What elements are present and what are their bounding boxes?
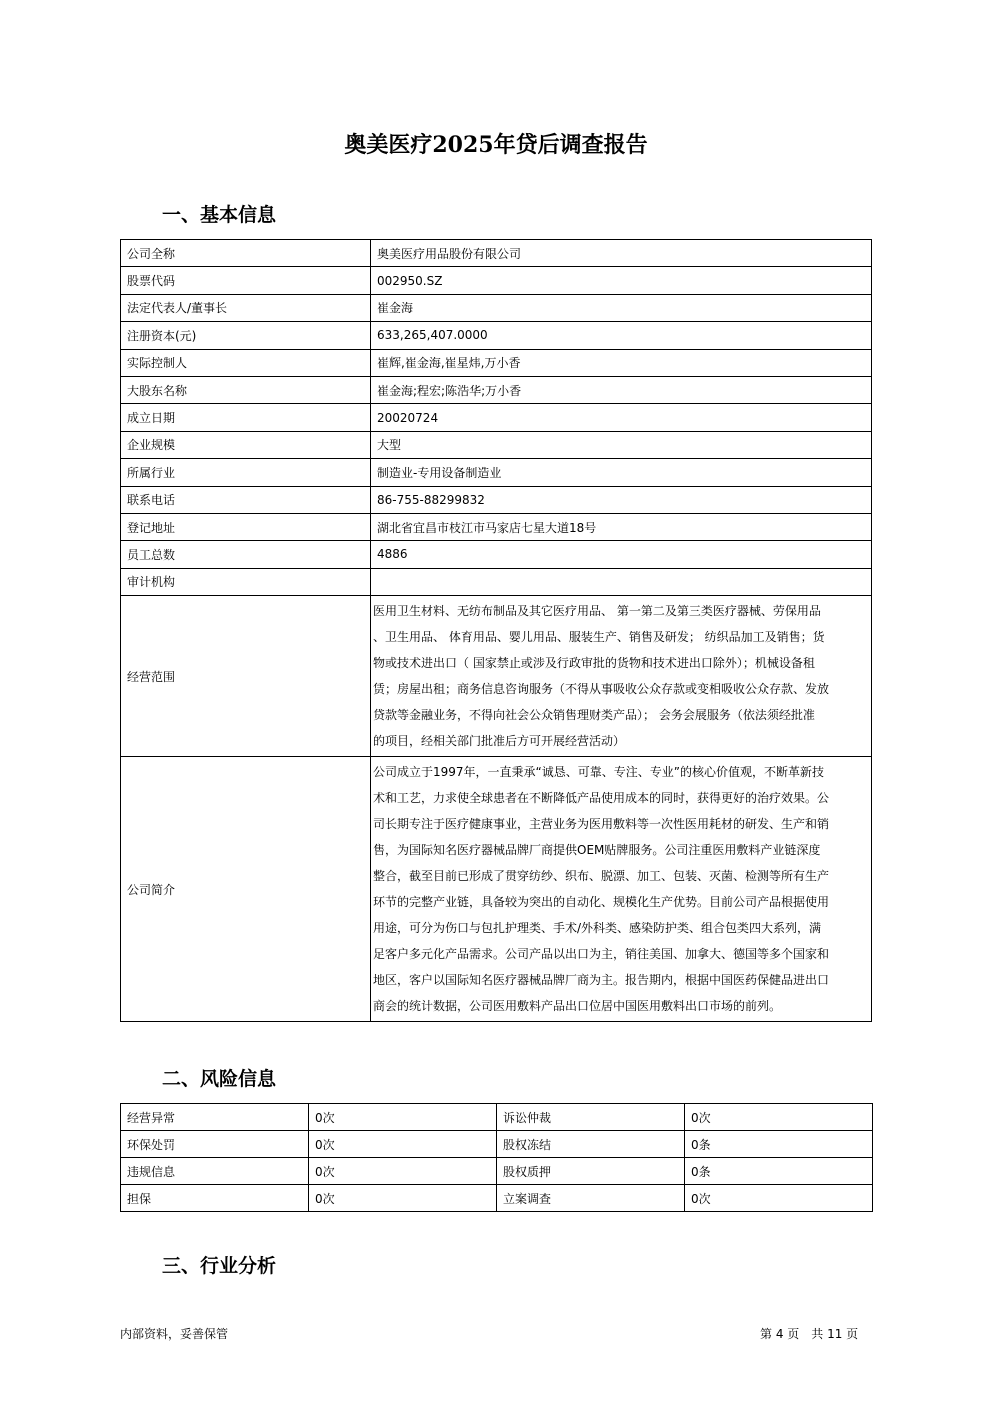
basic-info-table	[120, 239, 872, 1022]
text-line: 商会的统计数据，公司医用敷料产品出口位居中国医用敷料出口市场的前列。	[373, 999, 782, 1014]
risk-value: 0次	[309, 1104, 497, 1131]
field-value: 湖北省宜昌市枝江市马家店七星大道18号	[371, 513, 872, 540]
risk-info-table	[120, 1103, 873, 1212]
field-label: 企业规模	[121, 431, 371, 458]
table-row	[121, 431, 872, 458]
text-line: 术和工艺，力求使全球患者在不断降低产品使用成本的同时，获得更好的治疗效果。公	[373, 791, 830, 806]
risk-label: 股权质押	[497, 1158, 685, 1185]
table-row	[121, 596, 872, 757]
field-value	[371, 568, 872, 595]
table-row	[121, 568, 872, 595]
risk-value: 0次	[309, 1158, 497, 1185]
field-label: 员工总数	[121, 541, 371, 568]
text-line: 、卫生用品、 体育用品、婴儿用品、服装生产、销售及研发； 纺织品加工及销售；货	[373, 630, 825, 645]
table-row	[121, 1131, 873, 1158]
risk-value: 0次	[309, 1131, 497, 1158]
section-heading-risk-info: 二、风险信息	[162, 1068, 277, 1090]
risk-value: 0条	[685, 1158, 873, 1185]
table-row	[121, 541, 872, 568]
text-line: 贷款等金融业务，不得向社会公众销售理财类产品）； 会务会展服务（依法须经批准	[373, 708, 815, 723]
table-row	[121, 1158, 873, 1185]
field-label: 法定代表人/董事长	[121, 294, 371, 321]
table-row	[121, 349, 872, 376]
footer-page-number: 第 4 页 共 11 页	[760, 1327, 859, 1341]
table-row	[121, 513, 872, 540]
field-value: 002950.SZ	[371, 267, 872, 294]
table-row	[121, 294, 872, 321]
risk-label: 经营异常	[121, 1104, 309, 1131]
section-heading-basic-info: 一、基本信息	[162, 204, 277, 226]
text-line: 的项目，经相关部门批准后方可开展经营活动）	[373, 734, 626, 749]
table-row	[121, 240, 872, 267]
table-row	[121, 459, 872, 486]
table-row	[121, 404, 872, 431]
field-label: 联系电话	[121, 486, 371, 513]
field-label: 公司全称	[121, 240, 371, 267]
text-line: 司长期专注于医疗健康事业，主营业务为医用敷料等一次性医用耗材的研发、生产和销	[373, 817, 830, 832]
field-value: 崔辉,崔金海,崔星炜,万小香	[371, 349, 872, 376]
field-label: 注册资本(元)	[121, 322, 371, 349]
field-value: 崔金海	[371, 294, 872, 321]
risk-value: 0次	[685, 1185, 873, 1212]
text-line: 环节的完整产业链，具备较为突出的自动化、规模化生产优势。目前公司产品根据使用	[373, 895, 830, 910]
field-label: 登记地址	[121, 513, 371, 540]
section-heading-industry-analysis: 三、行业分析	[162, 1255, 277, 1277]
report-title: 奥美医疗2025年贷后调查报告	[344, 132, 648, 158]
risk-label: 诉讼仲裁	[497, 1104, 685, 1131]
table-row	[121, 322, 872, 349]
field-label: 审计机构	[121, 568, 371, 595]
text-line: 地区，客户以国际知名医疗器械品牌厂商为主。报告期内，根据中国医药保健品进出口	[373, 973, 830, 988]
field-value: 633,265,407.0000	[371, 322, 872, 349]
field-label: 大股东名称	[121, 376, 371, 403]
business-scope-text	[371, 596, 872, 757]
field-value: 大型	[371, 431, 872, 458]
field-value: 奥美医疗用品股份有限公司	[371, 240, 872, 267]
field-value: 4886	[371, 541, 872, 568]
risk-value: 0次	[309, 1185, 497, 1212]
business-scope-label: 经营范围	[121, 596, 371, 757]
risk-value: 0条	[685, 1131, 873, 1158]
text-line: 医用卫生材料、无纺布制品及其它医疗用品、 第一第二及第三类医疗器械、劳保用品	[373, 604, 821, 619]
field-value: 20020724	[371, 404, 872, 431]
text-line: 公司成立于1997年，一直秉承“诚恳、可靠、专注、专业”的核心价值观，不断革新技	[373, 765, 824, 780]
field-label: 实际控制人	[121, 349, 371, 376]
footer-confidential-note: 内部资料，妥善保管	[120, 1327, 229, 1341]
field-value: 86-755-88299832	[371, 486, 872, 513]
field-value: 制造业-专用设备制造业	[371, 459, 872, 486]
text-line: 足客户多元化产品需求。公司产品以出口为主，销往美国、加拿大、德国等多个国家和	[373, 947, 830, 962]
table-row	[121, 486, 872, 513]
company-intro-text	[371, 757, 872, 1022]
table-row	[121, 757, 872, 1022]
field-label: 股票代码	[121, 267, 371, 294]
risk-label: 环保处罚	[121, 1131, 309, 1158]
text-line: 售，为国际知名医疗器械品牌厂商提供OEM贴牌服务。公司注重医用敷料产业链深度	[373, 843, 821, 858]
risk-label: 股权冻结	[497, 1131, 685, 1158]
text-line: 用途，可分为伤口与包扎护理类、手术/外科类、感染防护类、组合包类四大系列，满	[373, 921, 822, 936]
field-value: 崔金海;程宏;陈浩华;万小香	[371, 376, 872, 403]
table-row	[121, 376, 872, 403]
risk-label: 立案调查	[497, 1185, 685, 1212]
text-line: 物或技术进出口（ 国家禁止或涉及行政审批的货物和技术进出口除外）；机械设备租	[373, 656, 815, 671]
risk-label: 担保	[121, 1185, 309, 1212]
text-line: 整合，截至目前已形成了贯穿纺纱、织布、脱漂、加工、包装、灭菌、检测等所有生产	[373, 869, 830, 884]
table-row	[121, 1104, 873, 1131]
field-label: 所属行业	[121, 459, 371, 486]
risk-value: 0次	[685, 1104, 873, 1131]
field-label: 成立日期	[121, 404, 371, 431]
company-intro-label: 公司简介	[121, 757, 371, 1022]
risk-label: 违规信息	[121, 1158, 309, 1185]
table-row	[121, 1185, 873, 1212]
text-line: 赁；房屋出租；商务信息咨询服务（不得从事吸收公众存款或变相吸收公众存款、发放	[373, 682, 830, 697]
table-row	[121, 267, 872, 294]
